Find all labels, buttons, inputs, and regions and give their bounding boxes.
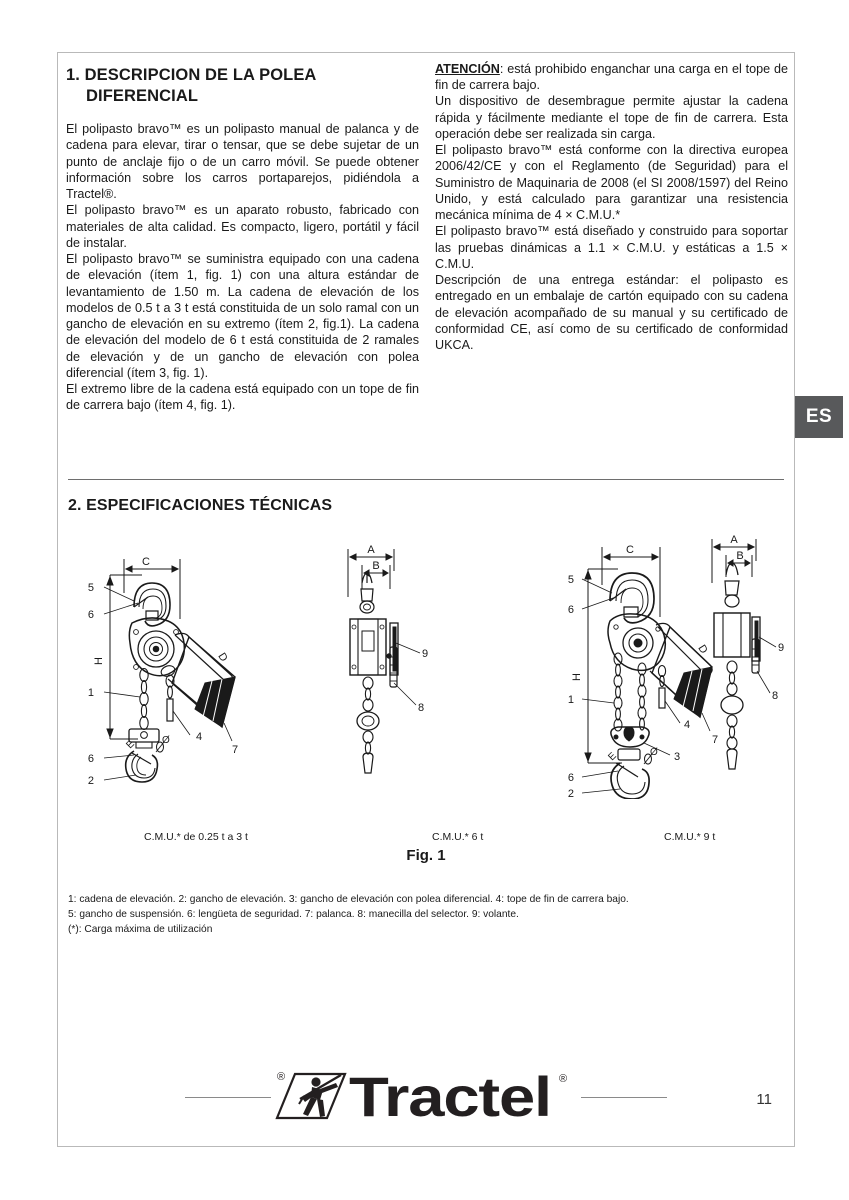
hoist-drawing-b bbox=[556, 531, 784, 799]
callout-7: 7 bbox=[232, 744, 239, 756]
legend-line: (*): Carga máxima de utilización bbox=[68, 923, 213, 935]
callout-6: 6 bbox=[567, 604, 574, 616]
callout-6: 6 bbox=[87, 753, 94, 765]
page-frame bbox=[57, 52, 795, 1147]
hoist-drawing-a bbox=[72, 531, 322, 799]
callout-2: 2 bbox=[567, 788, 574, 799]
callout-4: 4 bbox=[684, 719, 691, 731]
dimension-c: C bbox=[626, 544, 634, 556]
legend-line: 5: gancho de suspensión. 6: lengüeta de seguridad. 7: palanca. 8: manecilla del selector. 9: volante. bbox=[68, 908, 519, 920]
right-text-column bbox=[435, 61, 788, 413]
paragraph: El polipasto bravo™ está conforme con la directiva europea 2006/42/CE y con el Reglamento (de Seguridad) para el Suministro de Maquinaria de 2008 (el SI 2008/1597) del Reino Unido, y está calculado para garantizar una resistencia mecánica mínima de 4 × C.M.U.* bbox=[435, 143, 788, 223]
dimension-c: C bbox=[142, 556, 150, 568]
figure-label: Fig. 1 bbox=[406, 847, 446, 864]
callout-1: 1 bbox=[567, 694, 574, 706]
attention-label: ATENCIÓN bbox=[435, 62, 500, 76]
left-text-column bbox=[66, 61, 419, 413]
paragraph: El polipasto bravo™ se suministra equipado con una cadena de elevación (ítem 1, fig. 1) con una altura estándar de levantamiento de 1.50 m. La cadena de elevación de los modelos de 0.5 t a 3 t está constituida de un solo ramal con un gancho de elevación en su extremo (ítem 2, fig.1). La cadena de elevación del modelo de 6 t está constituida de 2 ramales de elevación y de un gancho de elevación con polea diferencial (ítem 3, fig. 1). bbox=[66, 252, 419, 380]
logo-rule-left bbox=[185, 1097, 271, 1098]
legend-line: 1: cadena de elevación. 2: gancho de elevación. 3: gancho de elevación con polea diferencial. 4: tope de fin de carrera bajo. bbox=[68, 894, 629, 905]
paragraph: Descripción de una entrega estándar: el polipasto es entregado en un embalaje de cartón equipado con su cadena de elevación acompañado de su manual y su certificado de conformidad CE, así como de su certificado de conformidad UKCA. bbox=[435, 273, 788, 352]
hoist-drawing-a-front bbox=[332, 531, 547, 799]
language-tab-es[interactable] bbox=[795, 396, 843, 438]
callout-5: 5 bbox=[87, 582, 94, 594]
tractel-logo-mark bbox=[271, 1066, 581, 1128]
section1-heading-line1: 1. DESCRIPCION DE LA POLEA bbox=[66, 66, 317, 84]
callout-7: 7 bbox=[712, 734, 719, 746]
svg-text:®: ® bbox=[277, 1071, 286, 1083]
paragraph: El polipasto bravo™ está diseñado y construido para soportar las pruebas dinámicas a 1.1 × C.M.U. y estáticas a 1.5 × C.M.U. bbox=[435, 224, 788, 271]
attention-paragraph bbox=[435, 61, 788, 93]
section2-heading: 2. ESPECIFICACIONES TÉCNICAS bbox=[68, 497, 333, 514]
dimension-b: B bbox=[372, 560, 380, 572]
figure-1-area bbox=[64, 531, 788, 864]
callout-5: 5 bbox=[567, 574, 574, 586]
callout-9: 9 bbox=[778, 642, 784, 654]
dimension-b: B bbox=[736, 550, 744, 562]
callout-3: 3 bbox=[674, 751, 681, 763]
language-tab-label: ES bbox=[805, 406, 833, 427]
hoist-diagram-group-a bbox=[72, 531, 322, 799]
paragraph: El polipasto bravo™ es un polipasto manual de palanca y de cadena para elevar, tirar o tensar, que se debe sujetar de un punto de anclaje fijo o de un carro móvil. Se puede obtener información sobre los carros portaparejos, pidiéndola a Tractel®. bbox=[66, 122, 419, 202]
paragraph: Un dispositivo de desembrague permite ajustar la cadena rápida y fácilmente mediante el tope de fin de carrera. Esta operación debe ser realizada sin carga. bbox=[435, 94, 788, 141]
dimension-a: A bbox=[367, 544, 375, 556]
callout-8: 8 bbox=[772, 690, 779, 702]
paragraph: El extremo libre de la cadena está equipado con un tope de fin de carrera bajo (ítem 4, fig. 1). bbox=[66, 381, 419, 413]
top-text-columns bbox=[66, 61, 788, 413]
dimension-d: D bbox=[695, 642, 710, 656]
section1-heading-line2: DIFERENCIAL bbox=[86, 87, 199, 106]
dimension-diameter: Ø bbox=[162, 735, 170, 746]
callout-1: 1 bbox=[87, 687, 94, 699]
callout-8: 8 bbox=[418, 702, 425, 714]
callout-6: 6 bbox=[87, 609, 94, 621]
caption-group-b: C.M.U.* 6 t bbox=[432, 831, 484, 843]
figure-legend bbox=[68, 893, 784, 937]
section-divider bbox=[68, 479, 784, 480]
attention-text: : está prohibido enganchar una carga en el tope de fin de carrera bajo. bbox=[435, 62, 788, 93]
callout-6: 6 bbox=[567, 772, 574, 784]
callout-9: 9 bbox=[422, 648, 429, 660]
dimension-e: E bbox=[606, 750, 619, 764]
callout-2: 2 bbox=[87, 775, 94, 787]
dimension-h: H bbox=[93, 657, 105, 665]
caption-group-a: C.M.U.* de 0.25 t a 3 t bbox=[144, 831, 248, 843]
page-number: 11 bbox=[756, 1091, 772, 1108]
paragraph: El polipasto bravo™ es un aparato robusto, fabricado con materiales de alta calidad. Es compacto, ligero, portátil y fácil de instalar. bbox=[66, 203, 419, 250]
dimension-d: D bbox=[215, 650, 230, 664]
hoist-diagram-group-b bbox=[556, 531, 784, 799]
hoist-diagram-group-a-front bbox=[332, 531, 547, 799]
section1-heading bbox=[66, 65, 419, 107]
dimension-e: E bbox=[124, 738, 137, 752]
caption-group-c: C.M.U.* 9 t bbox=[664, 831, 716, 843]
callout-4: 4 bbox=[196, 731, 203, 743]
tractel-logo bbox=[185, 1066, 667, 1128]
page-footer bbox=[58, 1062, 794, 1132]
logo-rule-right bbox=[581, 1097, 667, 1098]
dimension-diameter: Ø bbox=[650, 747, 658, 758]
dimension-a: A bbox=[730, 534, 738, 546]
svg-text:®: ® bbox=[559, 1073, 568, 1085]
svg-text:Tractel: Tractel bbox=[349, 1066, 551, 1128]
dimension-h: H bbox=[571, 673, 583, 681]
